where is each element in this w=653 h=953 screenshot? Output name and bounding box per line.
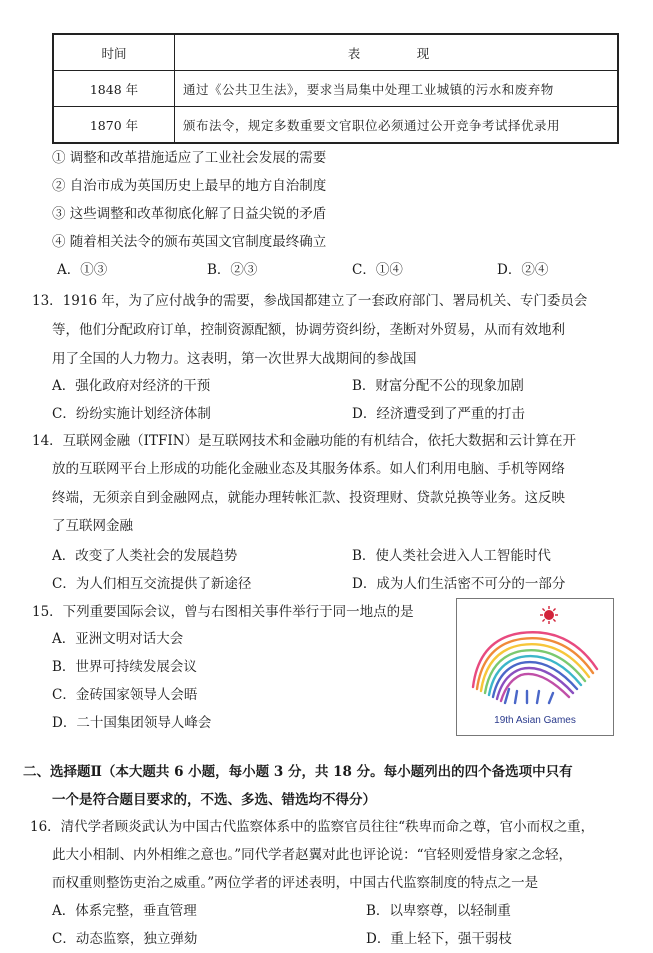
q14-option-b[interactable]: B．使人类社会进入人工智能时代 — [352, 548, 551, 564]
q13-stem-line-2: 等，他们分配政府订单，控制资源配额，协调劳资纠纷，垄断对外贸易，从而有效地利 — [52, 322, 565, 338]
table-cell-year: 1848 年 — [53, 71, 175, 107]
q12-statement-4: ④ 随着相关法令的颁布英国文官制度最终确立 — [52, 234, 327, 250]
asian-games-emblem — [457, 599, 613, 717]
q16-stem-line-1: 16．清代学者顾炎武认为中国古代监察体系中的监察官员往往“秩卑而命之尊，官小而权之重， — [30, 819, 595, 835]
q13-option-c[interactable]: C．纷纷实施计划经济体制 — [52, 406, 211, 422]
table-cell-desc: 通过《公共卫生法》，要求当局集中处理工业城镇的污水和废弃物 — [175, 71, 619, 107]
table-row — [53, 71, 618, 107]
q14-stem-line-4: 了互联网金融 — [52, 518, 133, 534]
q12-option-c[interactable]: C．①④ — [352, 262, 403, 278]
logo-caption: 19th Asian Games — [494, 715, 576, 726]
q16-option-d[interactable]: D．重上轻下，强干弱枝 — [366, 931, 512, 947]
q16-option-b[interactable]: B．以卑察尊，以轻制重 — [366, 903, 511, 919]
q15-option-c[interactable]: C．金砖国家领导人会晤 — [52, 687, 198, 703]
q12-statement-3: ③ 这些调整和改革彻底化解了日益尖锐的矛盾 — [52, 206, 327, 222]
q12-statement-2: ② 自治市成为英国历史上最早的地方自治制度 — [52, 178, 327, 194]
section2-heading-line-1: 二、选择题Ⅱ（本大题共 6 小题，每小题 3 分，共 18 分。每小题列出的四个备选项中只有 — [23, 764, 573, 780]
table-row — [53, 107, 618, 144]
asian-games-logo — [456, 598, 614, 736]
q13-stem-line-1: 13．1916 年，为了应付战争的需要，参战国都建立了一套政府部门、署局机关、专门委员会 — [32, 293, 588, 309]
table-header-time: 时间 — [53, 34, 175, 71]
q14-stem-line-2: 放的互联网平台上形成的功能化金融业态及其服务体系。如人们利用电脑、手机等网络 — [52, 461, 565, 477]
q13-option-b[interactable]: B．财富分配不公的现象加剧 — [352, 378, 524, 394]
q16-option-c[interactable]: C．动态监察，独立弹劾 — [52, 931, 198, 947]
q16-stem-line-2: 此大小相制、内外相维之意也。”同代学者赵翼对此也评论说：“官轻则爱惜身家之念轻， — [52, 847, 573, 863]
q15-option-d[interactable]: D．二十国集团领导人峰会 — [52, 715, 212, 731]
q12-option-d[interactable]: D．②④ — [497, 262, 549, 278]
q15-option-b[interactable]: B．世界可持续发展会议 — [52, 659, 197, 675]
q14-option-d[interactable]: D．成为人们生活密不可分的一部分 — [352, 576, 566, 592]
q14-option-c[interactable]: C．为人们相互交流提供了新途径 — [52, 576, 252, 592]
q14-option-a[interactable]: A．改变了人类社会的发展趋势 — [52, 548, 238, 564]
q15-option-a[interactable]: A．亚洲文明对话大会 — [52, 631, 184, 647]
sun-icon — [540, 606, 558, 624]
q12-statement-1: ① 调整和改革措施适应了工业社会发展的需要 — [52, 150, 327, 166]
section2-heading-line-2: 一个是符合题目要求的，不选、多选、错选均不得分） — [52, 792, 376, 808]
table-header-performance: 表 现 — [175, 34, 619, 71]
q13-option-a[interactable]: A．强化政府对经济的干预 — [52, 378, 211, 394]
history-table — [52, 33, 619, 144]
table-cell-desc: 颁布法令，规定多数重要文官职位必须通过公开竞争考试择优录用 — [175, 107, 619, 144]
q13-option-d[interactable]: D．经济遭受到了严重的打击 — [352, 406, 525, 422]
q14-stem-line-1: 14．互联网金融（ITFIN）是互联网技术和金融功能的有机结合，依托大数据和云计算在开 — [32, 433, 577, 449]
q15-stem: 15．下列重要国际会议，曾与右图相关事件举行于同一地点的是 — [32, 604, 414, 620]
q12-option-b[interactable]: B．②③ — [207, 262, 258, 278]
table-header-row — [53, 34, 618, 71]
table-cell-year: 1870 年 — [53, 107, 175, 144]
q12-option-a[interactable]: A．①③ — [57, 262, 108, 278]
q13-stem-line-3: 用了全国的人力物力。这表明，第一次世界大战期间的参战国 — [52, 351, 417, 367]
q14-stem-line-3: 终端，无须亲自到金融网点，就能办理转帐汇款、投资理财、贷款兑换等业务。这反映 — [52, 490, 565, 506]
q16-stem-line-3: 而权重则整饬吏治之威重。”两位学者的评述表明，中国古代监察制度的特点之一是 — [52, 875, 539, 891]
q16-option-a[interactable]: A．体系完整，垂直管理 — [52, 903, 197, 919]
